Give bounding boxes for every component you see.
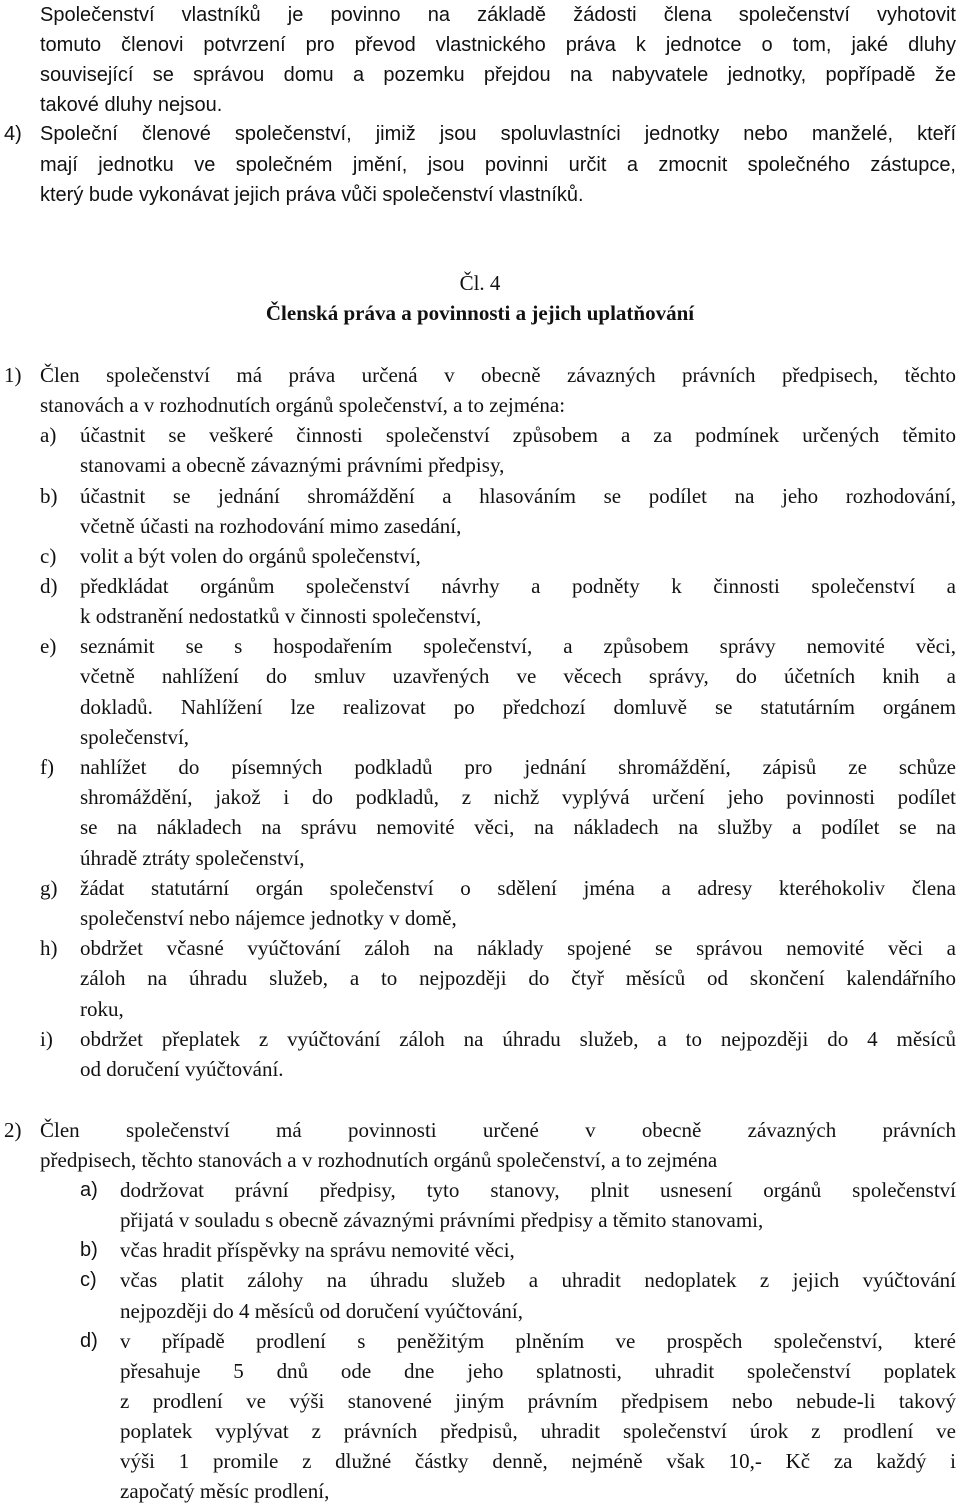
item-line: se na nákladech na správu nemovité věci, na nákladech na služby a podílet se na: [80, 815, 956, 839]
item-marker: d): [40, 574, 58, 598]
section-number: 1): [4, 363, 22, 387]
item-line: přijatá v souladu s obecně závaznými právními předpisy a těmito stanovami,: [120, 1208, 764, 1232]
item-line: k odstranění nedostatků v činnosti společenství,: [80, 604, 482, 628]
item-line: obdržet přeplatek z vyúčtování záloh na úhradu služeb, a to nejpozději do 4 měsíců: [80, 1027, 956, 1051]
item-marker: d): [80, 1330, 98, 1352]
item-line: dokladů. Nahlížení lze realizovat po předchozí domluvě se statutárním orgánem: [80, 695, 956, 719]
item-line: včetně nahlížení do smluv uzavřených ve věcech správy, do účetních knih a: [80, 664, 956, 688]
item-line: v případě prodlení s peněžitým plněním ve prospěch společenství, které: [120, 1329, 956, 1353]
section-number: 2): [4, 1118, 22, 1142]
item-marker: c): [40, 544, 57, 568]
item-marker: b): [80, 1239, 98, 1261]
section-line: stanovách a v rozhodnutích orgánů společenství, a to zejména:: [40, 393, 566, 417]
item-line: záloh na úhradu služeb, a to nejpozději do čtyř měsíců od skončení kalendářního: [80, 966, 956, 990]
intro-line: Společenství vlastníků je povinno na základě žádosti člena společenství vyhotovit: [40, 4, 956, 26]
item-line: výši 1 promile z dlužné částky denně, nejméně však 10,- Kč za každý i: [120, 1449, 956, 1473]
item-line: započatý měsíc prodlení,: [120, 1479, 330, 1503]
item-marker: a): [80, 1179, 98, 1201]
item-line: obdržet včasné vyúčtování záloh na náklady spojené se správou nemovité věci a: [80, 936, 956, 960]
item-line: včetně účasti na rozhodování mimo zasedání,: [80, 514, 462, 538]
intro-line: takové dluhy nejsou.: [40, 94, 223, 116]
item-marker: b): [40, 484, 58, 508]
paragraph-number: 4): [4, 123, 22, 145]
item-line: seznámit se s hospodařením společenství, a způsobem správy nemovité věci,: [80, 634, 956, 658]
item-line: včas platit zálohy na úhradu služeb a uhradit nedoplatek z jejich vyúčtování: [120, 1268, 956, 1292]
item-line: předkládat orgánům společenství návrhy a podněty k činnosti společenství a: [80, 574, 956, 598]
item-line: z prodlení ve výši stanovené jiným právním předpisem nebo nebude-li takový: [120, 1389, 956, 1413]
paragraph-line: Společní členové společenství, jimiž jsou spoluvlastníci jednotky nebo manželé, kteří: [40, 123, 956, 145]
intro-line: tomuto členovi potvrzení pro převod vlastnického práva k jednotce o tom, jaké dluhy: [40, 34, 956, 56]
paragraph-line: mají jednotku ve společném jmění, jsou povinni určit a zmocnit společného zástupce,: [40, 154, 956, 176]
item-line: žádat statutární orgán společenství o sdělení jména a adresy kteréhokoliv člena: [80, 876, 956, 900]
article-number: Čl. 4: [459, 271, 501, 295]
item-marker: e): [40, 634, 57, 658]
item-line: poplatek vyplývat z právních předpisů, uhradit společenství úrok z prodlení ve: [120, 1419, 956, 1443]
item-marker: h): [40, 936, 58, 960]
item-line: společenství,: [80, 725, 190, 749]
section-line: Člen společenství má povinnosti určené v obecně závazných právních: [40, 1118, 956, 1142]
item-line: shromáždění, jakož i do podkladů, z nichž vyplývá určení jeho povinnosti podílet: [80, 785, 956, 809]
item-marker: g): [40, 876, 58, 900]
item-line: včas hradit příspěvky na správu nemovité věci,: [120, 1238, 515, 1262]
item-line: roku,: [80, 997, 124, 1021]
item-marker: a): [40, 423, 57, 447]
item-line: volit a být volen do orgánů společenství,: [80, 544, 421, 568]
item-line: účastnit se veškeré činnosti společenství způsobem a za podmínek určených těmito: [80, 423, 956, 447]
item-line: účastnit se jednání shromáždění a hlasováním se podílet na jeho rozhodování,: [80, 484, 956, 508]
item-line: nejpozději do 4 měsíců od doručení vyúčtování,: [120, 1299, 523, 1323]
article-title: Členská práva a povinnosti a jejich uplatňování: [265, 301, 695, 325]
section-line: Člen společenství má práva určená v obecně závazných právních předpisech, těchto: [40, 363, 956, 387]
item-marker: c): [80, 1269, 97, 1291]
item-line: dodržovat právní předpisy, tyto stanovy, plnit usnesení orgánů společenství: [120, 1178, 956, 1202]
item-line: přesahuje 5 dnů ode dne jeho splatnosti, uhradit společenství poplatek: [120, 1359, 956, 1383]
item-line: úhradě ztráty společenství,: [80, 846, 305, 870]
item-line: nahlížet do písemných podkladů pro jednání shromáždění, zápisů ze schůze: [80, 755, 956, 779]
item-marker: f): [40, 755, 54, 779]
item-marker: i): [40, 1027, 53, 1051]
item-line: od doručení vyúčtování.: [80, 1057, 284, 1081]
item-line: společenství nebo nájemce jednotky v domě,: [80, 906, 457, 930]
paragraph-line: který bude vykonávat jejich práva vůči společenství vlastníků.: [40, 184, 584, 206]
item-line: stanovami a obecně závaznými právními předpisy,: [80, 453, 505, 477]
intro-line: související se správou domu a pozemku přejdou na nabyvatele jednotky, popřípadě že: [40, 64, 956, 86]
section-line: předpisech, těchto stanovách a v rozhodnutích orgánů společenství, a to zejména: [40, 1148, 718, 1172]
